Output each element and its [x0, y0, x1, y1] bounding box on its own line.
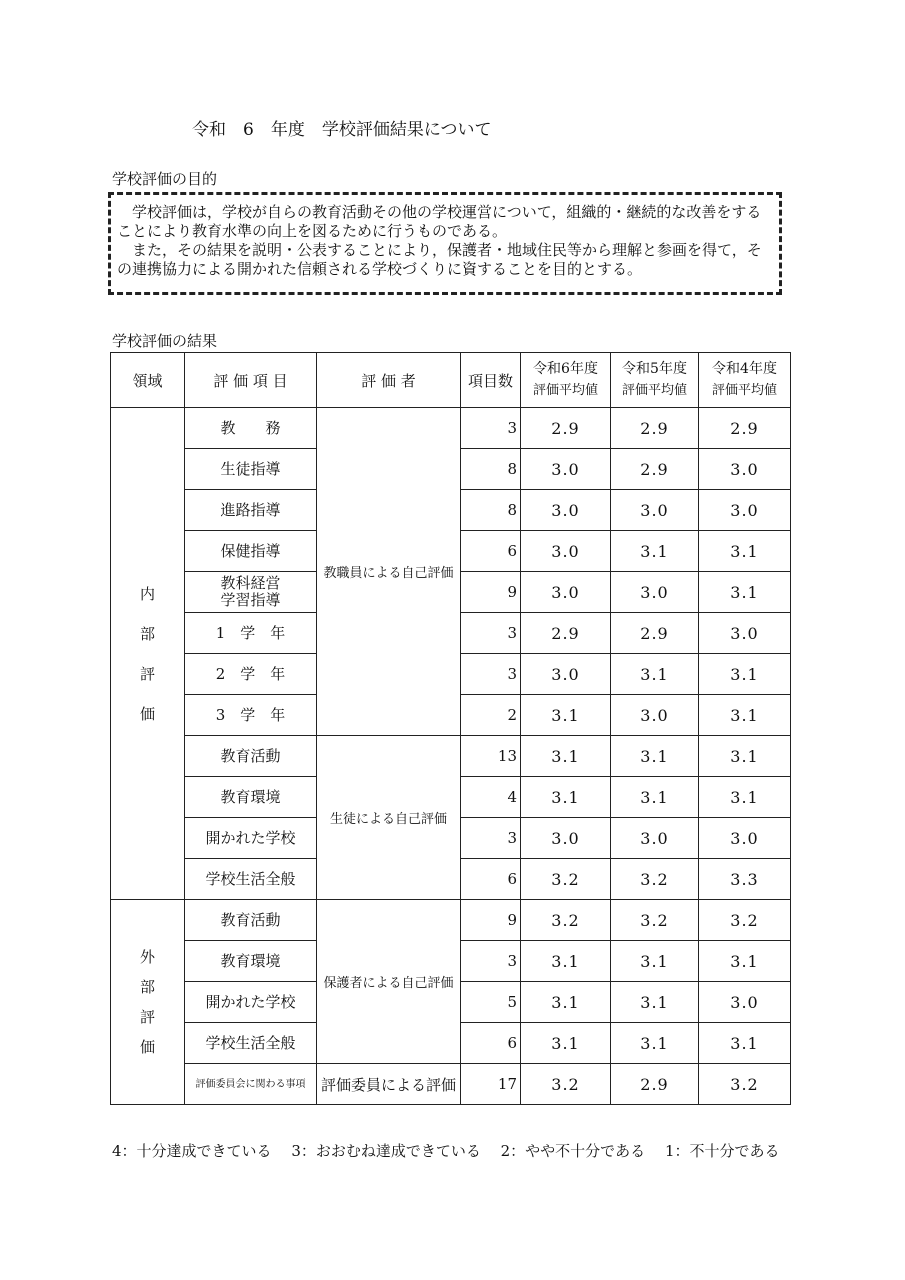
item-cell: 教育環境 [185, 941, 317, 982]
header-r4-year: 令和4年度 [712, 361, 777, 377]
value-cell-r6: 2.9 [521, 613, 611, 654]
count-cell: 8 [461, 449, 521, 490]
count-cell: 3 [461, 818, 521, 859]
item-cell: 開かれた学校 [185, 982, 317, 1023]
count-cell: 4 [461, 777, 521, 818]
value-cell-r4: 3.3 [699, 859, 791, 900]
value-cell-r4: 3.1 [699, 736, 791, 777]
page-title: 令和 6 年度 学校評価結果について [192, 120, 492, 140]
item-cell: 2 学 年 [185, 654, 317, 695]
value-cell-r5: 3.1 [611, 736, 699, 777]
value-cell-r5: 3.0 [611, 695, 699, 736]
header-r4 [699, 353, 791, 408]
value-cell-r6: 3.0 [521, 654, 611, 695]
header-r5-year: 令和5年度 [622, 361, 687, 377]
value-cell-r4: 3.1 [699, 777, 791, 818]
purpose-paragraph-2: また，その結果を説明・公表することにより，保護者・地域住民等から理解と参画を得て，その連携協力による開かれた信頼される学校づくりに資することを目的とする。 [117, 241, 762, 278]
value-cell-r5: 2.9 [611, 408, 699, 449]
header-item: 評 価 項 目 [185, 353, 317, 408]
value-cell-r4: 3.2 [699, 900, 791, 941]
count-cell: 6 [461, 531, 521, 572]
value-cell-r4: 3.0 [699, 818, 791, 859]
value-cell-r4: 2.9 [699, 408, 791, 449]
domain-char: 部 [139, 978, 155, 996]
count-cell: 8 [461, 490, 521, 531]
table-row [111, 408, 791, 449]
value-cell-r6: 3.0 [521, 449, 611, 490]
domain-char: 内 [139, 584, 155, 603]
value-cell-r5: 3.1 [611, 531, 699, 572]
value-cell-r4: 3.0 [699, 613, 791, 654]
value-cell-r4: 3.1 [699, 695, 791, 736]
value-cell-r4: 3.1 [699, 531, 791, 572]
value-cell-r5: 3.2 [611, 859, 699, 900]
value-cell-r6: 3.0 [521, 572, 611, 613]
value-cell-r6: 3.0 [521, 818, 611, 859]
value-cell-r6: 3.2 [521, 1064, 611, 1105]
value-cell-r6: 3.1 [521, 695, 611, 736]
item-cell: 3 学 年 [185, 695, 317, 736]
value-cell-r4: 3.1 [699, 572, 791, 613]
item-cell: 学校生活全般 [185, 1023, 317, 1064]
count-cell: 3 [461, 654, 521, 695]
count-cell: 2 [461, 695, 521, 736]
value-cell-r6: 3.1 [521, 1023, 611, 1064]
item-cell: 学校生活全般 [185, 859, 317, 900]
value-cell-r5: 2.9 [611, 1064, 699, 1105]
header-r6-year: 令和6年度 [533, 361, 598, 377]
table-header-row [111, 353, 791, 408]
value-cell-r5: 3.1 [611, 941, 699, 982]
value-cell-r6: 3.0 [521, 490, 611, 531]
value-cell-r5: 3.1 [611, 982, 699, 1023]
item-cell: 保健指導 [185, 531, 317, 572]
item-cell: 生徒指導 [185, 449, 317, 490]
table-row [111, 1064, 791, 1105]
value-cell-r6: 3.0 [521, 531, 611, 572]
domain-cell [111, 408, 185, 900]
count-cell: 6 [461, 1023, 521, 1064]
value-cell-r6: 3.1 [521, 736, 611, 777]
domain-char: 価 [139, 1038, 155, 1056]
header-r5 [611, 353, 699, 408]
evaluator-cell: 評価委員による評価 [317, 1064, 461, 1105]
header-r6-sub: 評価平均値 [532, 383, 598, 398]
value-cell-r5: 3.2 [611, 900, 699, 941]
domain-char: 評 [139, 664, 155, 683]
domain-cell [111, 900, 185, 1105]
count-cell: 13 [461, 736, 521, 777]
item-cell: 進路指導 [185, 490, 317, 531]
header-r4-sub: 評価平均値 [711, 383, 777, 398]
value-cell-r4: 3.1 [699, 941, 791, 982]
item-cell: 教 務 [185, 408, 317, 449]
header-r5-sub: 評価平均値 [621, 383, 687, 398]
value-cell-r4: 3.0 [699, 982, 791, 1023]
count-cell: 5 [461, 982, 521, 1023]
value-cell-r4: 3.2 [699, 1064, 791, 1105]
value-cell-r6: 3.1 [521, 982, 611, 1023]
results-table [110, 352, 791, 1105]
value-cell-r6: 3.1 [521, 941, 611, 982]
evaluator-cell: 保護者による自己評価 [317, 900, 461, 1064]
value-cell-r5: 3.1 [611, 654, 699, 695]
value-cell-r4: 3.0 [699, 449, 791, 490]
item-cell: 教育環境 [185, 777, 317, 818]
value-cell-r6: 2.9 [521, 408, 611, 449]
item-cell: 教科経営 学習指導 [185, 572, 317, 613]
purpose-paragraph-1: 学校評価は，学校が自らの教育活動その他の学校運営について，組織的・継続的な改善をすることにより教育水準の向上を図るために行うものである。 [117, 203, 762, 240]
header-count: 項目数 [461, 353, 521, 408]
value-cell-r5: 3.1 [611, 1023, 699, 1064]
count-cell: 9 [461, 900, 521, 941]
results-heading: 学校評価の結果 [112, 332, 218, 350]
value-cell-r6: 3.2 [521, 859, 611, 900]
item-cell: 評価委員会に関わる事項 [185, 1064, 317, 1105]
count-cell: 17 [461, 1064, 521, 1105]
item-cell: 1 学 年 [185, 613, 317, 654]
value-cell-r4: 3.1 [699, 654, 791, 695]
value-cell-r5: 2.9 [611, 613, 699, 654]
value-cell-r5: 3.0 [611, 490, 699, 531]
value-cell-r5: 3.1 [611, 777, 699, 818]
domain-char: 部 [139, 624, 155, 643]
value-cell-r5: 3.0 [611, 818, 699, 859]
value-cell-r5: 3.0 [611, 572, 699, 613]
count-cell: 3 [461, 408, 521, 449]
evaluator-cell: 教職員による自己評価 [317, 408, 461, 736]
value-cell-r6: 3.2 [521, 900, 611, 941]
domain-char: 外 [139, 948, 155, 966]
evaluator-cell: 生徒による自己評価 [317, 736, 461, 900]
domain-char: 価 [139, 704, 155, 723]
value-cell-r5: 2.9 [611, 449, 699, 490]
domain-char: 評 [139, 1008, 155, 1026]
header-evaluator: 評 価 者 [317, 353, 461, 408]
item-cell: 教育活動 [185, 900, 317, 941]
table-row [111, 900, 791, 941]
count-cell: 9 [461, 572, 521, 613]
value-cell-r4: 3.1 [699, 1023, 791, 1064]
value-cell-r4: 3.0 [699, 490, 791, 531]
value-cell-r6: 3.1 [521, 777, 611, 818]
item-cell: 教育活動 [185, 736, 317, 777]
purpose-heading: 学校評価の目的 [112, 170, 218, 188]
count-cell: 3 [461, 941, 521, 982]
item-cell: 開かれた学校 [185, 818, 317, 859]
legend: 4：十分達成できている 3：おおむね達成できている 2：やや不十分である 1：不十分である [112, 1142, 780, 1160]
table-row [111, 736, 791, 777]
header-r6 [521, 353, 611, 408]
header-domain: 領域 [111, 353, 185, 408]
count-cell: 6 [461, 859, 521, 900]
purpose-box [108, 192, 782, 295]
count-cell: 3 [461, 613, 521, 654]
